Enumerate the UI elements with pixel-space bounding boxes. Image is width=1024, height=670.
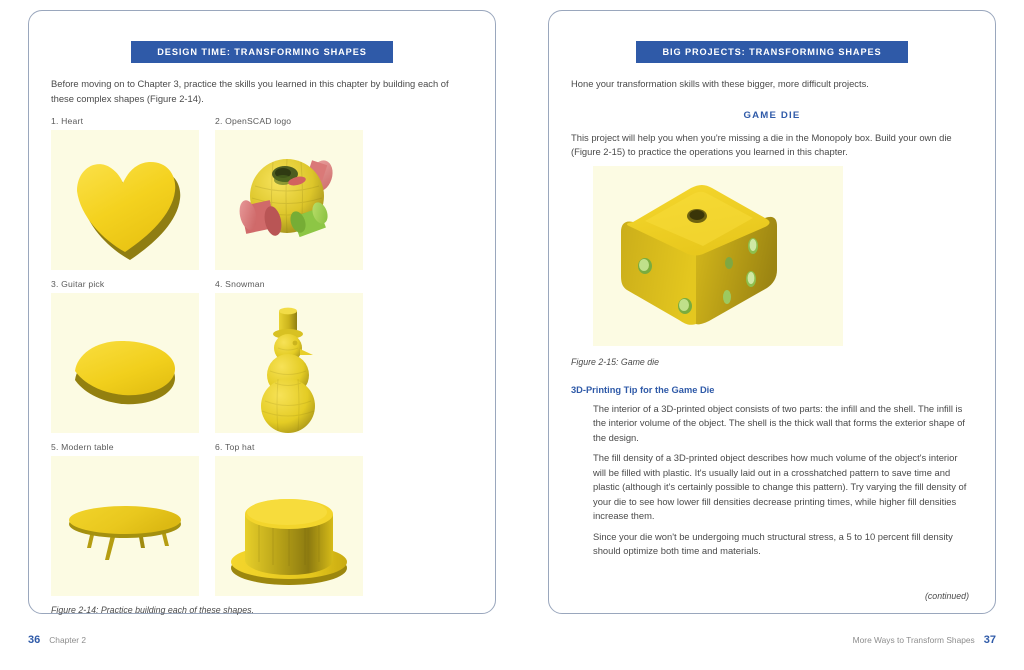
figure-2-15-caption: Figure 2-15: Game die bbox=[571, 356, 660, 367]
shape-figure-grid bbox=[51, 116, 473, 596]
design-time-banner-row bbox=[51, 41, 473, 63]
figure-label: 1. Heart bbox=[51, 116, 84, 126]
figure-label: 3. Guitar pick bbox=[51, 279, 105, 289]
figure-cell-snowman bbox=[215, 279, 363, 433]
left-page-frame bbox=[28, 10, 496, 614]
big-projects-banner-row bbox=[571, 41, 973, 63]
figure-row bbox=[51, 279, 473, 433]
figure-label: 4. Snowman bbox=[215, 279, 265, 289]
right-page-footer bbox=[853, 634, 996, 646]
top-hat-model-image bbox=[215, 456, 363, 596]
tip-paragraph-1: The interior of a 3D-printed object consists of two parts: the infill and the shell. The infill is the interior volume of the object. The shell is the thick wall that forms the exterior shape of the design. bbox=[593, 402, 965, 443]
running-head-right: More Ways to Transform Shapes bbox=[852, 635, 975, 645]
game-die-model-image bbox=[593, 166, 843, 346]
game-die-intro-paragraph: This project will help you when you're missing a die in the Monopoly box. Build your own die (Figure 2-15) to practice the operations you learned in this chapter. bbox=[571, 131, 952, 157]
right-page bbox=[512, 0, 1024, 670]
tip-paragraph-2: The fill density of a 3D-printed object describes how much volume of the object's interior will be filled with plastic. It's usually laid out in a crosshatched pattern to save time and plastic (although it's certainly possible to change this pattern). Try varying the fill density of your die to see how lower fill densities decrease printing times, while higher fill densities increase them. bbox=[593, 452, 967, 521]
continued-note: (continued) bbox=[924, 591, 969, 601]
big-projects-banner: BIG PROJECTS: TRANSFORMING SHAPES bbox=[636, 41, 907, 63]
openscad-logo-model-image bbox=[215, 130, 363, 270]
heart-model-image bbox=[51, 130, 199, 270]
figure-2-14-caption: Figure 2-14: Practice building each of these shapes. bbox=[51, 605, 254, 615]
left-intro-paragraph: Before moving on to Chapter 3, practice the skills you learned in this chapter by building each of these complex shapes (Figure 2-14). bbox=[51, 78, 449, 104]
game-die-heading: GAME DIE bbox=[743, 109, 801, 121]
tip-paragraph-3: Since your die won't be undergoing much structural stress, a 5 to 10 percent fill density should optimize both time and materials. bbox=[593, 530, 953, 556]
figure-label: 6. Top hat bbox=[215, 442, 255, 452]
right-page-frame bbox=[548, 10, 996, 614]
figure-cell-top-hat bbox=[215, 442, 363, 596]
guitar-pick-model-image bbox=[51, 293, 199, 433]
figure-row bbox=[51, 116, 473, 270]
figure-cell-guitar-pick bbox=[51, 279, 199, 433]
running-head-left: Chapter 2 bbox=[49, 635, 87, 645]
figure-cell-modern-table bbox=[51, 442, 199, 596]
page-number-left: 36 bbox=[28, 634, 41, 646]
right-intro-paragraph: Hone your transformation skills with these bigger, more difficult projects. bbox=[571, 78, 869, 89]
left-page-footer bbox=[28, 634, 86, 646]
figure-cell-openscad-logo bbox=[215, 116, 363, 270]
figure-row bbox=[51, 442, 473, 596]
printing-tip-heading: 3D-Printing Tip for the Game Die bbox=[571, 384, 715, 395]
figure-cell-heart bbox=[51, 116, 199, 270]
design-time-banner: DESIGN TIME: TRANSFORMING SHAPES bbox=[131, 41, 393, 63]
page-number-right: 37 bbox=[983, 634, 996, 646]
modern-table-model-image bbox=[51, 456, 199, 596]
figure-label: 2. OpenSCAD logo bbox=[215, 116, 292, 126]
figure-label: 5. Modern table bbox=[51, 442, 114, 452]
snowman-model-image bbox=[215, 293, 363, 433]
